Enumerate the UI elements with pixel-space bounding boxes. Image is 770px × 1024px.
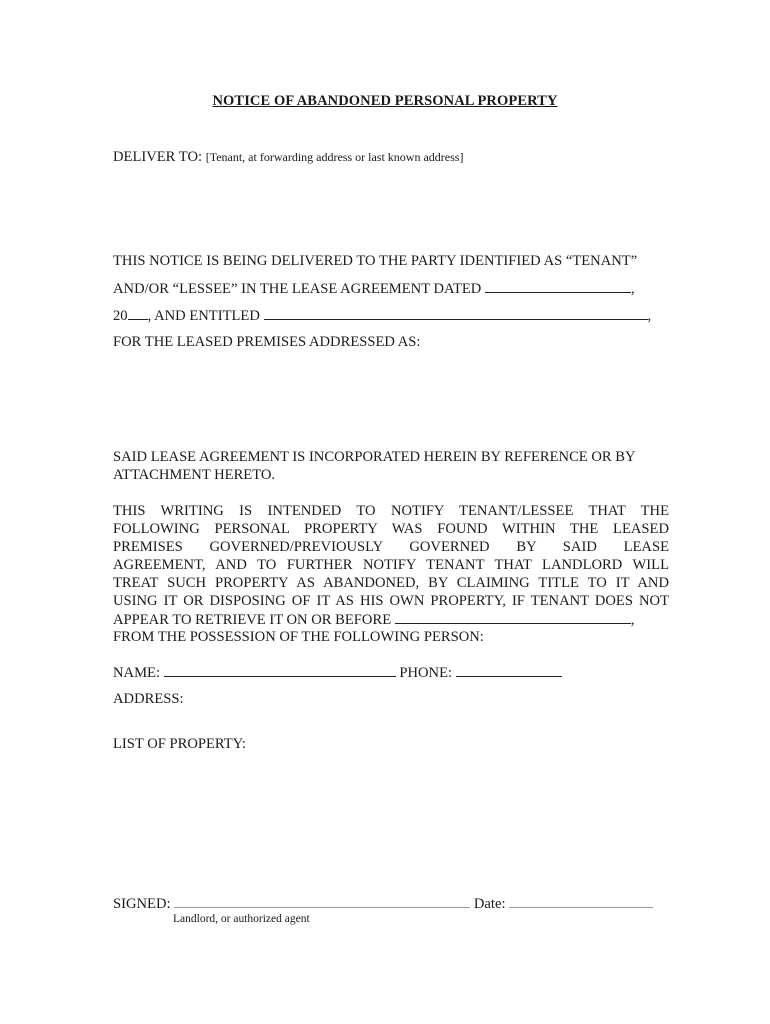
writing-line-6: USING IT OR DISPOSING OF IT AS HIS OWN PROPERTY, IF TENANT DOES NOT bbox=[113, 593, 669, 609]
notice-line-2-comma: , bbox=[630, 281, 635, 297]
incorporated-line-1: SAID LEASE AGREEMENT IS INCORPORATED HEREIN BY REFERENCE OR BY bbox=[113, 449, 636, 465]
notice-line-3 bbox=[113, 306, 651, 325]
notice-line-3-comma: , bbox=[647, 308, 652, 324]
writing-line-3: PREMISES GOVERNED/PREVIOUSLY GOVERNED BY SAID LEASE bbox=[113, 539, 669, 555]
retrieve-date-blank[interactable] bbox=[395, 610, 631, 624]
deliver-to-label: DELIVER TO: bbox=[113, 149, 203, 165]
notice-line-1: THIS NOTICE IS BEING DELIVERED TO THE PARTY IDENTIFIED AS “TENANT” bbox=[113, 253, 638, 269]
date-label: Date: bbox=[473, 896, 506, 912]
deliver-to-value: [Tenant, at forwarding address or last known address] bbox=[205, 150, 464, 164]
writing-line-2: FOLLOWING PERSONAL PROPERTY WAS FOUND WITHIN THE LEASED bbox=[113, 521, 669, 537]
writing-line-8: FROM THE POSSESSION OF THE FOLLOWING PERSON: bbox=[113, 629, 484, 645]
document-title: NOTICE OF ABANDONED PERSONAL PROPERTY bbox=[212, 93, 558, 109]
signature-line bbox=[113, 894, 653, 913]
incorporated-line-2: ATTACHMENT HERETO. bbox=[113, 467, 276, 483]
name-label: NAME: bbox=[113, 665, 161, 681]
writing-line-4: AGREEMENT, AND TO FURTHER NOTIFY TENANT THAT LANDLORD WILL bbox=[113, 557, 669, 573]
writing-line-5: TREAT SUCH PROPERTY AS ABANDONED, BY CLAIMING TITLE TO IT AND bbox=[113, 575, 669, 591]
year-prefix: 20 bbox=[113, 308, 128, 324]
signature-caption: Landlord, or authorized agent bbox=[173, 913, 310, 925]
notice-line-4: FOR THE LEASED PREMISES ADDRESSED AS: bbox=[113, 334, 421, 350]
notice-line-2-text: AND/OR “LESSEE” IN THE LEASE AGREEMENT DATED bbox=[113, 281, 482, 297]
name-phone-line bbox=[113, 663, 562, 682]
lease-date-blank[interactable] bbox=[485, 279, 631, 293]
phone-label: PHONE: bbox=[399, 665, 453, 681]
deliver-to-line bbox=[113, 148, 463, 166]
name-blank[interactable] bbox=[164, 663, 396, 677]
notice-line-2 bbox=[113, 279, 635, 298]
entitled-blank[interactable] bbox=[264, 306, 648, 320]
address-label: ADDRESS: bbox=[113, 691, 184, 707]
signature-blank[interactable] bbox=[174, 894, 470, 908]
writing-line-7 bbox=[113, 610, 634, 629]
signed-label: SIGNED: bbox=[113, 896, 171, 912]
year-blank[interactable] bbox=[128, 306, 148, 320]
property-list-label: LIST OF PROPERTY: bbox=[113, 736, 246, 752]
entitled-text: , AND ENTITLED bbox=[147, 308, 260, 324]
writing-line-7-comma: , bbox=[630, 612, 635, 628]
retrieve-text: APPEAR TO RETRIEVE IT ON OR BEFORE bbox=[113, 612, 392, 628]
date-blank[interactable] bbox=[509, 894, 653, 908]
writing-line-1: THIS WRITING IS INTENDED TO NOTIFY TENANT/LESSEE THAT THE bbox=[113, 503, 669, 519]
phone-blank[interactable] bbox=[456, 663, 562, 677]
